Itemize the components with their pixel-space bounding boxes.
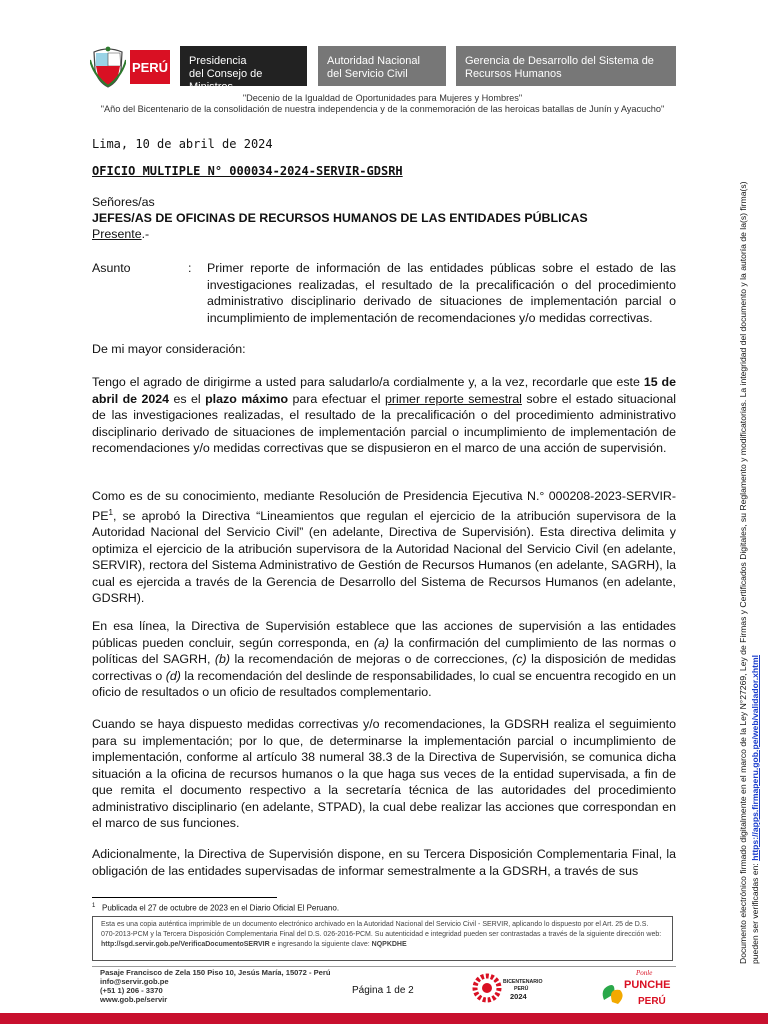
verify-text-a: Esta es una copia auténtica imprimible de un documento electrónico archivado en la Autoridad Nacional del Servicio Civil - SERVIR, aplicando lo dispuesto por el Art. 25 de D.S. 070-2013-PCM y la Tercera Disposición Complementaria Final del D.S. 026-2016-PCM. Su autenticidad e integridad pueden ser contrastadas a través de la siguiente dirección web: — [101, 921, 662, 938]
document-number: OFICIO MULTIPLE N° 000034-2024-SERVIR-GDSRH — [92, 164, 403, 178]
presente-word: Presente — [92, 227, 142, 241]
side-note-prefix: pueden ser verificadas en: — [749, 860, 760, 964]
presente-suffix: .- — [141, 227, 150, 241]
p1-text-g: sobre el estado situacional de las investigaciones realizadas, el resultado de la precalificación o del procedimiento administrativo disciplinario derivado de situaciones de implementación parcial o incumplimiento de implementación de recomendaciones y/o medidas correctivas que se dispusieron en el marco de una acción de supervisión. — [92, 391, 677, 455]
punche-line3: PERÚ — [638, 996, 666, 1007]
address-street: Pasaje Francisco de Zela 150 Piso 10, Jesús María, 15072 - Perú — [100, 968, 331, 977]
footnote-ref: 1 — [108, 507, 113, 517]
verify-key: NQPKDHE — [371, 941, 407, 948]
footnote-divider — [92, 897, 277, 898]
footnote-number: 1 — [92, 903, 96, 909]
validator-link[interactable]: https://apps.firmaperu.gob.pe/web/validador.xhtml — [749, 654, 760, 861]
motto-anio: "Año del Bicentenario de la consolidación de nuestra independencia y de la conmemoración de las heroicas batallas de Junín y Ayacucho" — [100, 104, 665, 114]
footer-address — [100, 968, 330, 1004]
page-number: Página 1 de 2 — [352, 985, 414, 996]
paragraph-2 — [92, 488, 676, 607]
bicentenario-line1: BICENTENARIO — [503, 979, 543, 985]
p3-item-d: (d) — [165, 668, 181, 683]
asunto-text: Primer reporte de información de las entidades públicas sobre el estado de las investigaciones realizadas, el resultado de la precalificación o del procedimiento administrativo disciplinario derivado de situaciones de implementación parcial o incumplimiento de implementación de recomendaciones y/o medidas correctivas. — [207, 261, 676, 325]
salutation: De mi mayor consideración: — [92, 342, 246, 356]
header-servir-box — [318, 46, 446, 86]
verify-text-b: e ingresando la siguiente clave: — [269, 941, 372, 948]
header-pcm-line2: del Consejo de Ministros — [189, 68, 263, 93]
p1-text-a: Tengo el agrado de dirigirme a usted para saludarlo/a cordialmente y, a la vez, recordarle que este — [92, 375, 644, 389]
asunto-colon: : — [188, 261, 192, 275]
ponle-punche-peru-logo — [598, 966, 673, 1010]
p3-text-e: la recomendación del deslinde de responsabilidades, lo cual se encuentra recogido en un oficio de resultados o un oficio de resultados complementario. — [92, 668, 676, 699]
p1-text-e: para efectuar el — [288, 391, 385, 406]
header-servir-line2: del Servicio Civil — [327, 68, 408, 80]
p1-text-c: es el — [169, 391, 206, 406]
address-phone: (+51 1) 206 - 3370 — [100, 986, 163, 995]
p3-item-b: (b) — [214, 652, 230, 666]
address-web[interactable]: www.gob.pe/servir — [100, 995, 168, 1004]
side-note-line1: Documento electrónico firmado digitalmente en el marco de la Ley N°27269, Ley de Firmas y Certificados Digitales, su Reglamento y modificatorias. La integridad del documento y la autoría de la(s) firma(s) — [738, 181, 748, 964]
paragraph-5: Adicionalmente, la Directiva de Supervisión dispone, en su Tercera Disposición Complementaria Final, la obligación de las entidades supervisadas de informar semestralmente a la GDSRH, a través de sus — [92, 847, 676, 878]
coat-of-arms-icon — [90, 46, 126, 88]
address-email[interactable]: info@servir.gob.pe — [100, 977, 169, 986]
paragraph-3 — [92, 618, 676, 701]
paragraph-1 — [92, 374, 676, 457]
side-note-line2 — [750, 144, 762, 964]
presente-line — [92, 226, 149, 243]
p3-text-a: En esa línea, la Directiva de Supervisión establece que las acciones de supervisión a las entidades públicas pueden concluir, según corresponda, en — [92, 619, 676, 650]
header — [90, 46, 676, 93]
p2-text-a: Como es de su conocimiento, mediante Resolución de Presidencia Ejecutiva N.° 000208-2023-SERVIR-PE — [92, 489, 676, 523]
header-pcm-box — [180, 46, 307, 93]
bicentenario-line2: PERÚ — [514, 986, 529, 992]
header-servir-line1: Autoridad Nacional — [327, 55, 420, 67]
footnote — [92, 903, 339, 913]
footer-color-bar — [0, 1013, 768, 1024]
punche-line1: Ponle — [636, 969, 653, 977]
p1-deadline: 15 de abril de 2024 — [92, 375, 677, 406]
bicentenario-year: 2024 — [510, 992, 527, 1001]
header-gdsrh-line2: Recursos Humanos — [465, 68, 562, 80]
p3-text-b: la confirmación del cumplimiento de las normas o políticas del SAGRH, — [92, 635, 676, 666]
punche-line2: PUNCHE — [624, 979, 671, 991]
recipient: JEFES/AS DE OFICINAS DE RECURSOS HUMANOS DE LAS ENTIDADES PÚBLICAS — [92, 211, 588, 225]
p3-item-c: (c) — [512, 652, 527, 666]
header-gdsrh-line1: Gerencia de Desarrollo del Sistema de — [465, 55, 654, 67]
digital-signature-note — [738, 144, 761, 964]
motto-decenio: "Decenio de la Igualdad de Oportunidades para Mujeres y Hombres" — [242, 93, 523, 103]
asunto-label: Asunto — [92, 261, 131, 275]
verification-box — [92, 916, 673, 961]
header-gdsrh-box — [456, 46, 676, 86]
p3-item-a: (a) — [373, 635, 390, 650]
document-date: Lima, 10 de abril de 2024 — [92, 137, 273, 151]
p1-reporte: primer reporte semestral — [384, 391, 522, 406]
p3-text-c: la recomendación de mejoras o de correcciones, — [230, 652, 513, 666]
header-pcm-line1: Presidencia — [189, 55, 247, 67]
p3-text-d: la disposición de medidas correctivas o — [92, 652, 676, 683]
bicentenario-logo — [470, 970, 545, 1006]
peru-logo: PERÚ — [130, 50, 170, 84]
p1-plazo: plazo máximo — [205, 391, 289, 406]
greeting: Señores/as — [92, 195, 155, 209]
footnote-text: Publicada el 27 de octubre de 2023 en el Diario Oficial El Peruano. — [102, 903, 340, 913]
verify-url[interactable]: http://sgd.servir.gob.pe/VerificaDocumentoSERVIR — [101, 941, 270, 948]
paragraph-4: Cuando se haya dispuesto medidas correctivas y/o recomendaciones, la GDSRH realiza el seguimiento para su implementación; por lo que, de determinarse la implementación parcial o incumplimiento de implementación, conforme al artículo 38 numeral 38.3 de la Directiva de Supervisión, se comunica dicha situación a la oficina de recursos humanos o la que haga sus veces de la entidad supervisada, a fin de que remita el documento respectivo a la secretaría técnica de las autoridades del procedimiento administrativo disciplinario (en adelante, STPAD), la cual debe realizar las acciones que correspondan en el marco de sus funciones. — [92, 717, 676, 830]
footer-divider — [92, 966, 676, 967]
p2-text-b: , se aprobó la Directiva “Lineamientos que regulan el ejercicio de la atribución supervisora de la Autoridad Nacional del Servicio Civil” (en adelante, Directiva de Supervisión). Esta directiva delimita y optimiza el ejercicio de la atribución supervisora de la Autoridad Nacional del Servicio Civil (en adelante, SERVIR), rectora del Sistema Administrativo de Gestión de Recursos Humanos (en adelante, SAGRH), la cual es ejercida a través de la Gerencia de Desarrollo del Sistema de Recursos Humanos (en adelante, GDSRH). — [92, 508, 676, 606]
